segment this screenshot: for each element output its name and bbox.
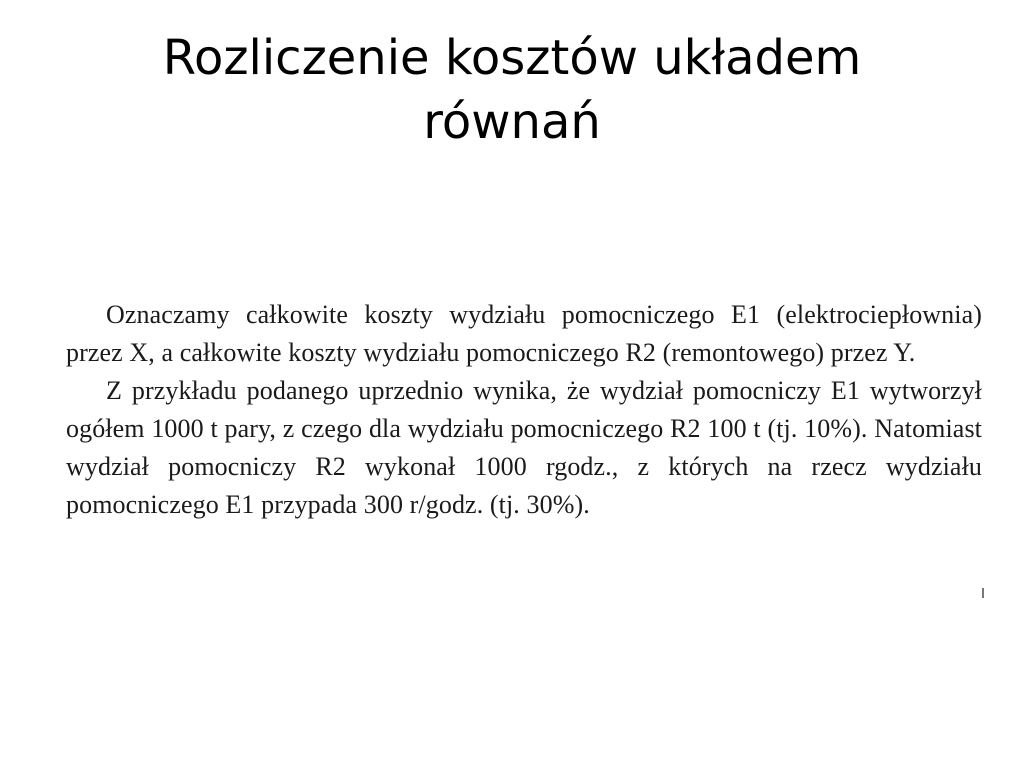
slide-title: [0, 26, 1024, 154]
paragraph-2: Z przykładu podanego uprzednio wynika, że wydział pomocniczy E1 wytworzył ogółem 1000 t pary, z czego dla wydziału pomocniczego R2 100 t (tj. 10%). Natomiast wydział pomocniczy R2 wykonał 1000 rgodz., z których na rzecz wydziału pomocniczego E1 przypada 300 r/godz. (tj. 30%).: [66, 376, 982, 519]
slide-title-line-2: równań: [423, 94, 601, 150]
slide-title-line-1: Rozliczenie kosztów układem: [162, 30, 862, 86]
scanned-text-block: [66, 296, 982, 596]
paragraph-1: Oznaczamy całkowite koszty wydziału pomocniczego E1 (elektrociepłownia) przez X, a całkowite koszty wydziału pomocniczego R2 (remontowego) przez Y.: [66, 300, 982, 367]
scan-artifact-mark: [982, 588, 984, 598]
